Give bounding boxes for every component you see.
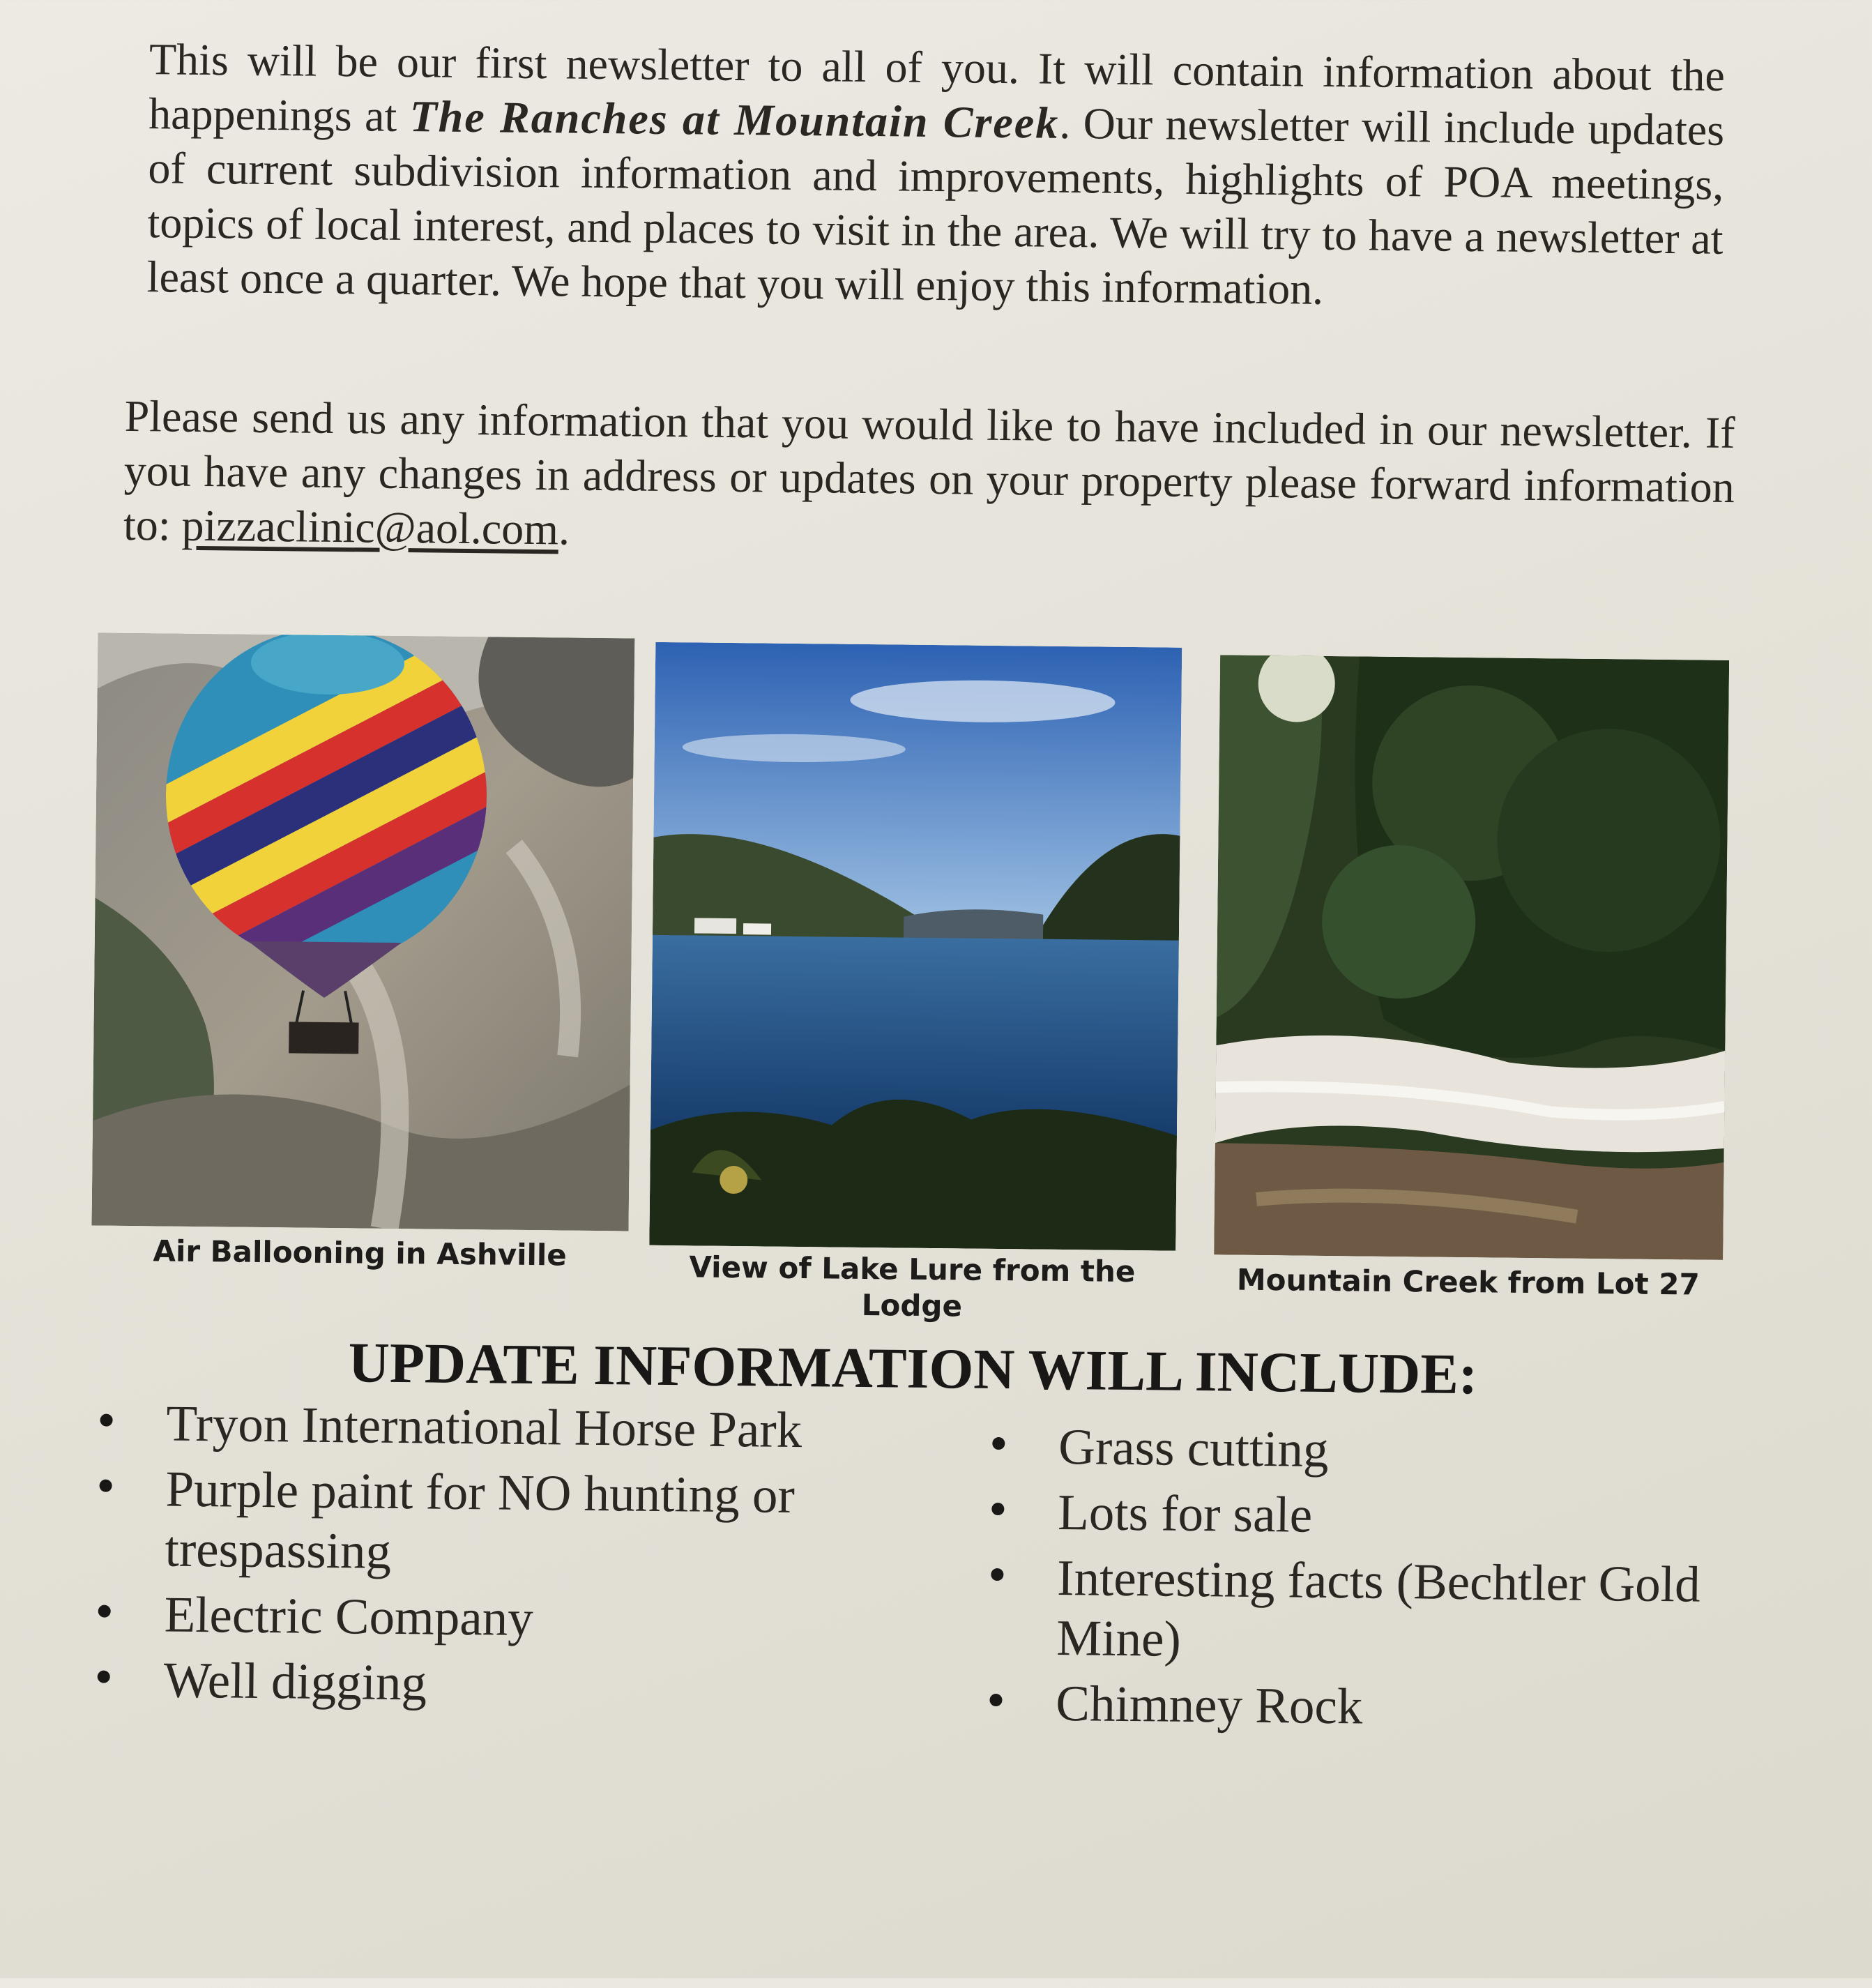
bullet-icon xyxy=(989,1694,1002,1706)
photo-caption-creek: Mountain Creek from Lot 27 xyxy=(1236,1262,1700,1302)
list-item-text: Purple paint for NO hunting or trespassing xyxy=(165,1460,796,1579)
list-item-text: Tryon International Horse Park xyxy=(166,1395,802,1459)
bullet-icon xyxy=(100,1414,113,1427)
bullet-icon xyxy=(991,1503,1004,1515)
photo-caption-lake: View of Lake Lure from the Lodge xyxy=(689,1250,1136,1323)
intro-paragraph xyxy=(146,32,1725,321)
email-link[interactable]: pizzaclinic@aol.com xyxy=(181,500,559,554)
subdivision-name: The Ranches at Mountain Creek xyxy=(409,91,1060,148)
list-item-text: Well digging xyxy=(163,1651,427,1711)
list-item xyxy=(990,1547,1744,1675)
contact-period: . xyxy=(558,504,570,554)
bullet-icon xyxy=(992,1437,1005,1450)
list-item xyxy=(98,1459,895,1587)
list-item xyxy=(100,1393,895,1462)
bullet-icon xyxy=(100,1480,112,1492)
bullet-icon xyxy=(991,1568,1003,1581)
creek-photo xyxy=(1214,655,1729,1260)
update-heading: UPDATE INFORMATION WILL INCLUDE: xyxy=(348,1330,1478,1406)
list-item-text: Lots for sale xyxy=(1057,1483,1313,1543)
list-item xyxy=(989,1673,1743,1740)
list-item-text: Chimney Rock xyxy=(1056,1674,1363,1735)
bullet-icon xyxy=(98,1605,111,1618)
update-list-left xyxy=(97,1393,895,1724)
list-item-text: Interesting facts (Bechtler Gold Mine) xyxy=(1056,1549,1701,1667)
contact-text: Please send us any information that you would like to have included in our newsletter. If you have any changes in address or updates on your property please forward information to: xyxy=(123,390,1735,550)
list-item xyxy=(992,1416,1746,1484)
bullet-icon xyxy=(98,1671,110,1683)
contact-paragraph xyxy=(123,389,1735,569)
list-item-text: Grass cutting xyxy=(1058,1418,1329,1478)
intro-text-start: This will be our first newsletter to all of you. It will contain information about the happenings at xyxy=(148,34,1726,142)
lake-photo xyxy=(649,642,1182,1251)
list-item xyxy=(98,1584,893,1653)
list-item-text: Electric Company xyxy=(164,1586,534,1647)
update-list-right xyxy=(989,1416,1746,1746)
photo-caption-balloon: Air Ballooning in Ashville xyxy=(153,1234,568,1273)
list-item xyxy=(991,1482,1745,1549)
intro-text-end: . Our newsletter will include updates of current subdivision information and improvements, highlights of POA meetings, topics of local interest, and places to visit in the area. We will try to have a newsletter at least once a quarter. We hope that you will enjoy this information. xyxy=(146,98,1725,314)
list-item xyxy=(97,1650,892,1718)
hot-air-balloon-photo xyxy=(92,632,635,1231)
